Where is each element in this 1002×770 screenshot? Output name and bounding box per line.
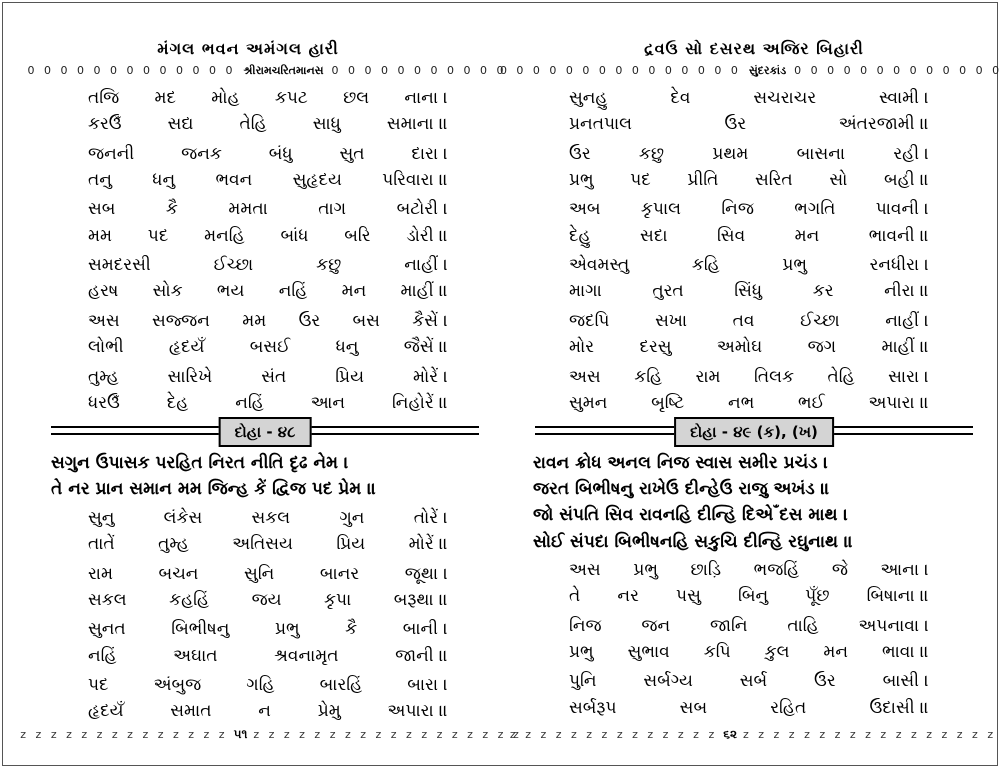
verse-word: સારા । <box>888 366 929 387</box>
verse-word: પ્રભુ <box>633 560 658 580</box>
verse-word: મોર <box>569 337 595 357</box>
page-header-title: દ્રવઉ સો દસરથ અજિર બિહારી <box>644 39 864 58</box>
verse-word: જૈસેં ॥ <box>403 337 448 357</box>
verse-word: કછુ <box>638 143 665 164</box>
couplet-line: સોઈ સંપદા બિભીષનહિ સકુચિ દીન્હિ રઘુનાથ ॥ <box>533 531 853 552</box>
verse-word: મોરેં । <box>413 366 448 387</box>
verse-word: હૃદયઁ <box>168 337 205 357</box>
verse-word: સુનિ <box>244 563 275 584</box>
verse-word: અબ <box>569 199 601 220</box>
verse-word: પ્રિય <box>336 534 366 555</box>
footer-ornament-right: z z z z z z z z z z z z z z z z z z <box>253 728 522 741</box>
verse-word: કૈ <box>345 619 358 640</box>
verse-line <box>88 390 448 416</box>
verse-word: સો <box>829 169 848 190</box>
verse-line <box>88 223 448 249</box>
verse-word: કૈસેં । <box>412 310 448 331</box>
verse-word: બંધુ <box>268 143 293 164</box>
doha-label: દોહા - ૪૮ <box>219 417 312 447</box>
verse-word: પ્રીતિ <box>687 169 719 190</box>
verse-word: ભાવની ॥ <box>868 225 929 246</box>
verse-word: બરિ <box>344 225 371 246</box>
verse-line <box>88 196 448 222</box>
verse-word: ભય <box>216 281 245 302</box>
verse-line <box>569 167 929 193</box>
verse-word: ઉર <box>724 114 747 135</box>
verse-word: પૂઁછ <box>805 586 830 607</box>
verse-word: બિષાના ॥ <box>866 586 929 607</box>
doha-label: દોહા - ૪૯ (ક), (ખ) <box>674 417 834 447</box>
verse-line <box>569 390 929 416</box>
verse-word: ભવન <box>215 169 253 190</box>
verse-word: સખા <box>655 310 687 331</box>
verse-word: તુરત <box>652 281 684 302</box>
verse-word: બરૂથા ॥ <box>393 589 448 610</box>
verse-word: તે <box>569 586 581 607</box>
verse-line <box>569 308 929 334</box>
verse-word: ડોરી ॥ <box>406 225 448 246</box>
verse-word: અંતરજામી ॥ <box>838 114 929 135</box>
verse-word: દેહુ <box>569 225 591 246</box>
verse-word: નભ <box>728 392 755 413</box>
verse-line <box>569 278 929 304</box>
verse-line <box>569 196 929 222</box>
verse-word: પ્રભુ <box>569 169 594 190</box>
verse-word: બાસના <box>796 143 846 164</box>
verse-line <box>88 616 448 642</box>
verse-word: બાનર <box>319 563 360 584</box>
verse-word: શ્રવનામૃત <box>274 645 339 666</box>
verse-word: કરઉઁ <box>88 114 122 135</box>
couplet-line: સગુન ઉપાસક પરહિત નિરત નીતિ દૃઢ નેમ । <box>51 453 349 473</box>
verse-word: ધનુ <box>152 169 176 190</box>
verse-word: અમોઘ <box>716 337 763 357</box>
verse-word: પસુ <box>676 586 701 607</box>
verse-word: પ્રથમ <box>712 143 749 164</box>
verse-word: પુનિ <box>569 671 597 692</box>
verse-word: અપારા ॥ <box>868 392 929 413</box>
verse-word: અસ <box>88 310 120 331</box>
verse-line <box>88 85 448 111</box>
verse-word: બહી ॥ <box>883 169 929 190</box>
verse-word: ભઈ <box>798 392 825 413</box>
page-header-subtitle: શ્રીરામચરિતમાનસ <box>243 64 324 77</box>
footer-ornament-left: z z z z z z z z z z z z z z <box>20 728 228 741</box>
verse-word: બિનુ <box>737 586 769 607</box>
verse-word: કપટ <box>274 88 308 108</box>
verse-word: નાહીં । <box>404 255 448 276</box>
verse-word: મોરેં ॥ <box>408 534 448 555</box>
verse-word: આન <box>310 392 346 413</box>
verse-line <box>88 167 448 193</box>
verse-word: પ્રનતપાલ <box>569 114 633 135</box>
verse-word: ગહિ <box>246 675 275 696</box>
verse-word: સંત <box>261 366 287 387</box>
page-footer <box>20 727 522 742</box>
couplet-line: તે નર પ્રાન સમાન મમ જિન્હ કેં દ્વિજ પદ પ્રેમ ॥ <box>51 479 377 500</box>
verse-word: પ્રેમુ <box>317 701 341 722</box>
verse-word: તુમ્હ <box>88 366 119 387</box>
verse-word: સકલ <box>88 589 127 610</box>
verse-word: રામ <box>695 366 721 387</box>
couplet-line: રાવન ક્રોધ અનલ નિજ સ્વાસ સમીર પ્રચંડ । <box>533 453 829 473</box>
verse-word: સદ્ય <box>167 114 194 135</box>
verse-word: નિજ <box>721 199 754 220</box>
verse-word: અસ <box>569 560 601 580</box>
verse-word: જનની <box>88 143 135 164</box>
verse-word: અસ <box>569 366 601 387</box>
page-number: ૬૨ <box>723 727 737 741</box>
verse-word: દારા । <box>411 143 448 164</box>
verse-word: નહિં <box>235 392 264 413</box>
book-spread <box>2 2 1002 766</box>
verse-word: પ્રભુ <box>782 255 807 276</box>
verse-word: છલ <box>343 88 370 108</box>
verse-word: કૈ <box>165 199 178 220</box>
verse-word: બારહિં <box>319 675 363 696</box>
couplet-line: જો સંપતિ સિવ રાવનહિ દીન્હિ દિએઁ દસ માથ । <box>533 505 849 526</box>
verse-word: સચરાચર <box>753 88 817 108</box>
verse-word: કૃપા <box>324 589 352 610</box>
verse-word: બિભીષનુ <box>171 619 230 640</box>
verse-word: સુનત <box>88 619 126 640</box>
verse-word: પ્રભુ <box>274 619 300 640</box>
verse-word: માહીં ॥ <box>881 337 929 357</box>
verse-word: કછુ <box>316 255 342 276</box>
verse-word: જદપિ <box>569 310 610 331</box>
verse-word: તજિ <box>88 88 120 108</box>
verse-line <box>569 613 929 639</box>
verse-word: મનહિ <box>204 225 245 246</box>
verse-word: અપનાવા । <box>858 615 929 636</box>
verse-word: ઉર <box>814 671 836 692</box>
verse-word: પરિવારા ॥ <box>382 169 448 190</box>
verse-word: તિલક <box>754 366 794 387</box>
verse-word: સુનહુ <box>569 88 608 108</box>
verse-line <box>88 587 448 613</box>
verse-word: અપારા ॥ <box>387 701 448 722</box>
verse-line <box>569 639 929 665</box>
verse-word: જૂથા । <box>404 563 448 584</box>
verse-word: પ્રિય <box>335 366 365 387</box>
verse-word: ભજહિં <box>753 560 800 580</box>
verse-line <box>88 561 448 587</box>
verse-word: જન <box>641 615 671 636</box>
verse-word: નર <box>617 586 639 607</box>
verse-line <box>88 505 448 531</box>
right-page <box>499 3 1002 767</box>
verse-line <box>88 111 448 137</box>
verse-word: પદ <box>88 675 109 696</box>
verse-line <box>569 557 929 583</box>
verse-word: તવ <box>732 310 755 331</box>
verse-word: પ્રભુ <box>569 641 594 662</box>
verse-word: સદા <box>640 225 668 246</box>
verse-word: રહી । <box>893 143 929 164</box>
verse-word: આના । <box>880 560 929 580</box>
verse-line <box>569 695 929 721</box>
couplet-line: જરત બિભીષનુ રાખેઉ દીન્હેઉ રાજુ અખંડ ॥ <box>533 479 830 500</box>
doha-divider <box>535 417 973 447</box>
page-footer <box>509 727 997 742</box>
footer-ornament-left: z z z z z z z z z z z z z z <box>509 728 718 741</box>
verse-word: તાહિ <box>787 615 819 636</box>
verse-line <box>88 308 448 334</box>
verse-word: કહિ <box>691 255 720 276</box>
verse-word: ભગતિ <box>794 199 836 220</box>
verse-word: નિહોરેં ॥ <box>391 392 448 413</box>
verse-word: છાડ઼િ <box>690 560 722 580</box>
verse-word: બાસી । <box>882 671 929 692</box>
verse-word: તાતેં <box>88 534 115 555</box>
left-page <box>3 3 522 767</box>
verse-line <box>88 278 448 304</box>
verse-word: નીરા ॥ <box>884 281 929 302</box>
verse-word: કુલ <box>764 641 790 662</box>
verse-word: બૃષ્ટિ <box>651 392 685 413</box>
verse-word: સજ્જન <box>152 310 210 331</box>
verse-line <box>88 643 448 669</box>
verse-word: જનક <box>181 143 222 164</box>
verse-word: સમાના ॥ <box>386 114 448 135</box>
verse-word: તેહિ <box>239 114 267 135</box>
verse-line <box>569 583 929 609</box>
verse-word: મમ <box>88 225 113 246</box>
verse-word: સુનુ <box>88 508 115 528</box>
footer-ornament-right: z z z z z z z z z z z z z z z z z <box>742 728 997 741</box>
verse-word: લંકેસ <box>163 508 203 528</box>
verse-word: ઉર <box>298 310 321 331</box>
verse-word: હરષ <box>88 281 119 302</box>
verse-word: બાંધ <box>280 225 309 246</box>
verse-word: મન <box>794 225 820 246</box>
verse-word: દેહ <box>166 392 189 413</box>
verse-word: કૃપાલ <box>640 199 681 220</box>
verse-line <box>88 364 448 390</box>
verse-word: જાનિ <box>709 615 748 636</box>
verse-line <box>569 85 929 111</box>
verse-word: તેહિ <box>827 366 855 387</box>
verse-word: મદ <box>154 88 176 108</box>
verse-line <box>88 141 448 167</box>
verse-word: સોક <box>152 281 183 302</box>
ornament-dots-left: 0 0 0 0 0 0 0 0 0 0 0 0 0 <box>27 64 236 77</box>
verse-word: સબ <box>88 199 116 220</box>
verse-line <box>569 141 929 167</box>
verse-word: પદ <box>147 225 169 246</box>
verse-word: મન <box>341 281 367 302</box>
header-ornament <box>499 63 1002 79</box>
verse-word: નિજ <box>569 615 602 636</box>
verse-word: માગા <box>569 281 602 302</box>
verse-word: સમદરસી <box>88 255 151 276</box>
verse-word: બસ <box>352 310 380 331</box>
verse-word: તોરેં । <box>413 508 448 528</box>
verse-word: ભાવા ॥ <box>882 641 929 662</box>
verse-word: દરસુ <box>639 337 672 357</box>
verse-word: બટોરી । <box>396 199 448 220</box>
verse-word: તુમ્હ <box>158 534 189 555</box>
verse-word: ઈચ્છા <box>800 310 840 331</box>
verse-word: ઉર <box>569 143 591 164</box>
verse-word: સર્બગ્ય <box>643 671 693 692</box>
verse-word: કર <box>812 281 834 302</box>
verse-word: ઈચ્છા <box>213 255 254 276</box>
verse-line <box>569 364 929 390</box>
verse-word: સબ <box>679 697 708 718</box>
verse-word: મમ <box>242 310 267 331</box>
verse-word: અઘાત <box>173 645 218 666</box>
verse-line <box>88 531 448 557</box>
verse-word: ધનુ <box>335 337 359 357</box>
verse-word: અંબુજ <box>153 675 202 696</box>
verse-word: ગુન <box>339 508 365 528</box>
verse-word: બારા । <box>407 675 448 696</box>
verse-line <box>569 223 929 249</box>
verse-line <box>88 672 448 698</box>
verse-word: જાની ॥ <box>395 645 448 666</box>
verse-word: રામ <box>88 563 113 584</box>
verse-word: કહિ <box>634 366 663 387</box>
verse-word: ઉદાસી ॥ <box>869 697 929 718</box>
verse-word: નહિં <box>88 645 117 666</box>
verse-word: લોભી <box>88 337 124 357</box>
verse-word: નહિં <box>278 281 308 302</box>
verse-word: સુત <box>339 143 365 164</box>
verse-word: અતિસય <box>232 534 293 555</box>
verse-word: ન <box>258 701 271 722</box>
verse-line <box>88 252 448 278</box>
verse-word: ધરઉઁ <box>88 392 120 413</box>
header-ornament <box>27 63 507 79</box>
verse-line <box>88 698 448 724</box>
verse-word: નાહીં । <box>885 310 929 331</box>
verse-word: જય <box>251 589 282 610</box>
ornament-dots-right: 0 0 0 0 0 0 0 0 0 0 0 <box>331 64 507 77</box>
verse-word: બાની । <box>402 619 448 640</box>
verse-word: સુહૃદય <box>292 169 342 190</box>
verse-word: સિવ <box>716 225 746 246</box>
verse-word: સ્વામી । <box>878 88 929 108</box>
verse-word: જે <box>831 560 848 580</box>
verse-word: મોહ <box>211 88 240 108</box>
verse-word: સર્બરૂપ <box>569 697 617 718</box>
verse-word: કહહિં <box>169 589 210 610</box>
verse-line <box>569 668 929 694</box>
verse-word: તાગ <box>318 199 347 220</box>
verse-line <box>569 252 929 278</box>
verse-word: કપિ <box>703 641 731 662</box>
ornament-dots-left: 0 0 0 0 0 0 0 0 0 0 0 0 0 0 0 <box>499 64 741 77</box>
verse-line <box>569 111 929 137</box>
verse-word: પદ <box>630 169 651 190</box>
verse-word: જગ <box>807 337 837 357</box>
verse-line <box>569 334 929 360</box>
page-header-subtitle: સુંદરકાંડ <box>748 64 787 77</box>
verse-word: સુભાવ <box>627 641 670 662</box>
verse-word: સર્બ <box>739 671 768 692</box>
verse-word: સરિત <box>755 169 793 190</box>
verse-word: બચન <box>158 563 199 584</box>
verse-line <box>88 334 448 360</box>
verse-word: બસઈ <box>249 337 291 357</box>
verse-word: સારિખે <box>167 366 213 387</box>
ornament-dots-right: 0 0 0 0 0 0 0 0 0 0 0 0 0 <box>794 64 1002 77</box>
verse-word: મમતા <box>228 199 268 220</box>
verse-word: સાધુ <box>312 114 341 135</box>
verse-word: સમાત <box>170 701 212 722</box>
verse-word: સુમન <box>569 392 608 413</box>
verse-word: નાના । <box>404 88 448 108</box>
verse-word: મન <box>823 641 849 662</box>
page-number: ૫૧ <box>233 727 248 741</box>
verse-word: માહીં ॥ <box>400 281 448 302</box>
page-header-title: મંગલ ભવન અમંગલ હારી <box>157 39 339 58</box>
verse-word: દેવ <box>670 88 691 108</box>
doha-divider <box>51 417 479 447</box>
verse-word: તનુ <box>88 169 112 190</box>
verse-word: રનધીરા । <box>869 255 929 276</box>
verse-word: પાવની । <box>875 199 929 220</box>
verse-word: સિંધુ <box>734 281 763 302</box>
verse-word: એવમસ્તુ <box>569 255 630 276</box>
verse-word: સકલ <box>251 508 291 528</box>
verse-word: હૃદયઁ <box>88 701 124 722</box>
verse-word: રહિત <box>770 697 807 718</box>
